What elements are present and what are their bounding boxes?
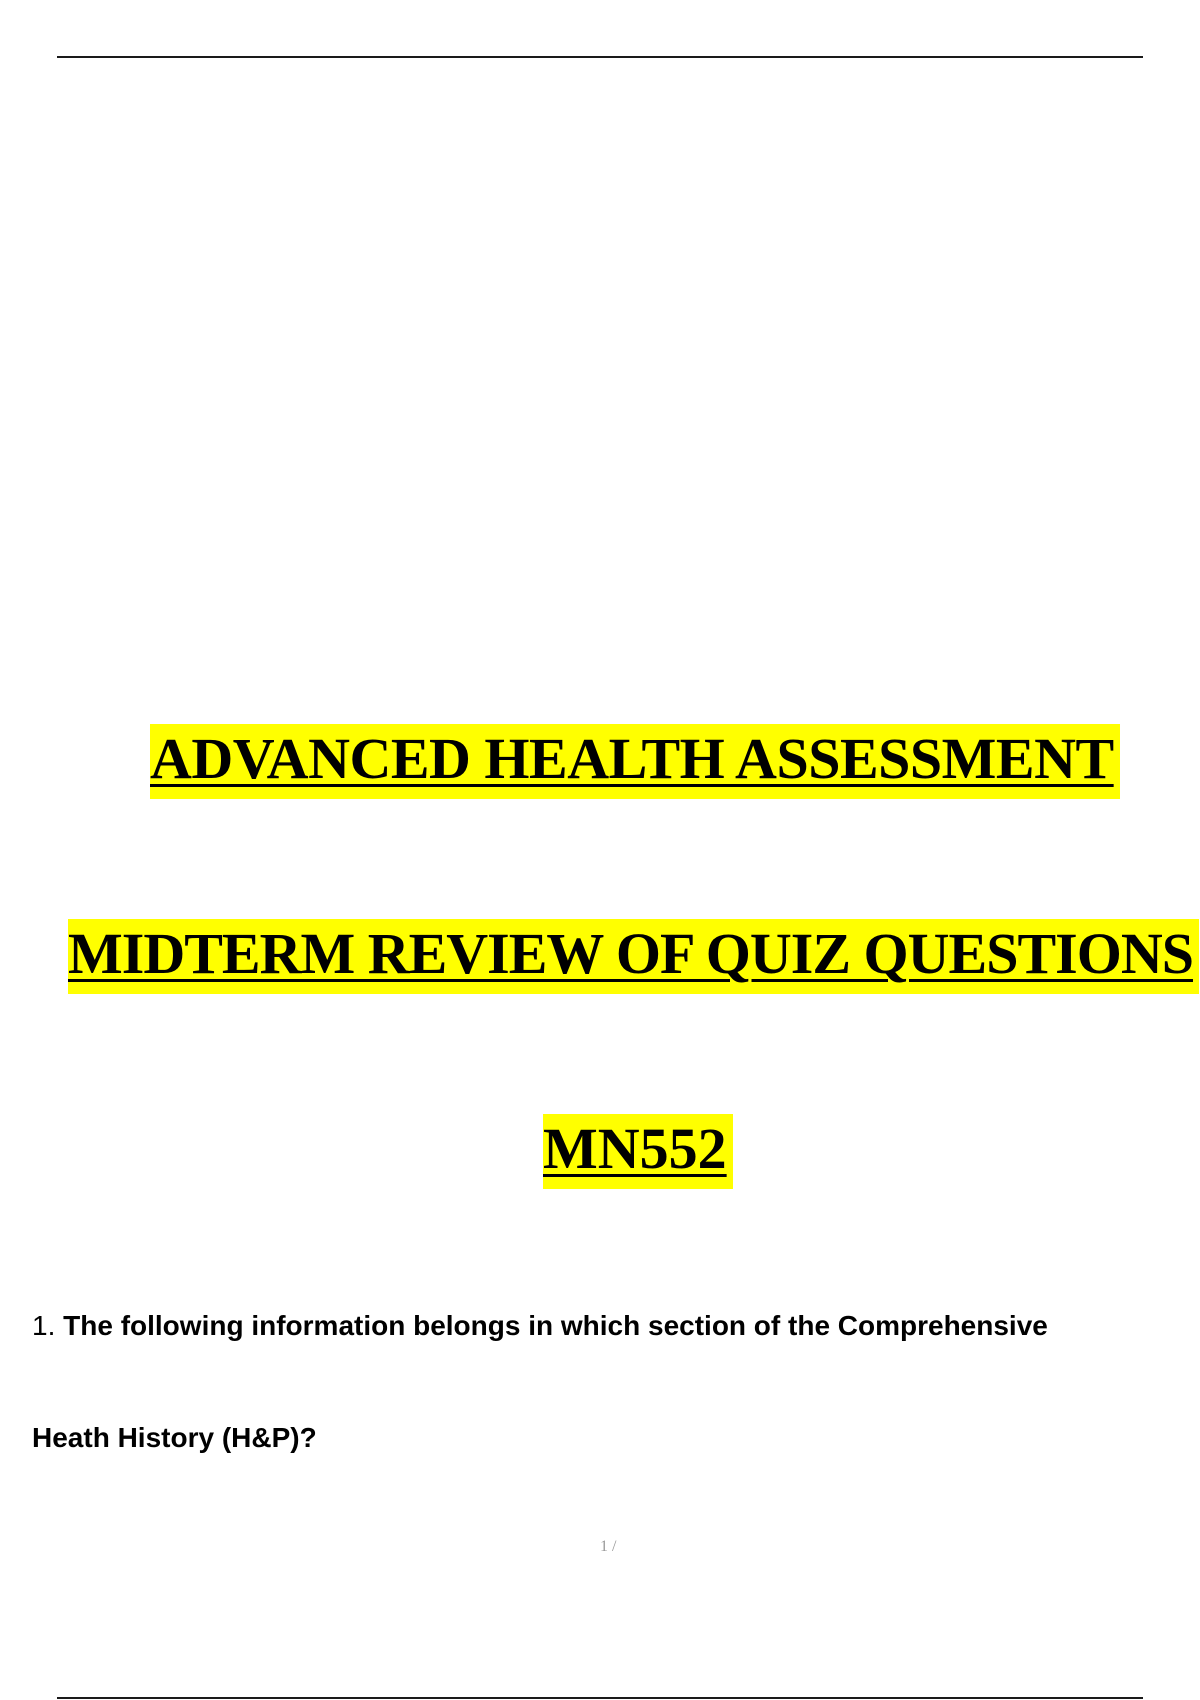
question-text-line-1: The following information belongs in which section of the Comprehensive: [63, 1310, 1048, 1341]
document-title-line-2: [68, 921, 1199, 986]
question-1-line-1: [32, 1312, 1048, 1340]
course-code-highlight: MN552: [543, 1114, 733, 1189]
top-rule: [57, 56, 1143, 58]
course-code: [543, 1116, 733, 1181]
title-highlight-1: ADVANCED HEALTH ASSESSMENT: [150, 724, 1120, 799]
bottom-rule: [57, 1697, 1143, 1699]
question-text-line-2: Heath History (H&P)?: [32, 1422, 317, 1453]
question-1-line-2: [32, 1424, 317, 1452]
page-number: 1 /: [600, 1538, 617, 1555]
question-number: 1.: [32, 1310, 56, 1341]
document-title-line-1: [150, 726, 1120, 791]
title-highlight-2: MIDTERM REVIEW OF QUIZ QUESTIONS: [68, 919, 1199, 994]
